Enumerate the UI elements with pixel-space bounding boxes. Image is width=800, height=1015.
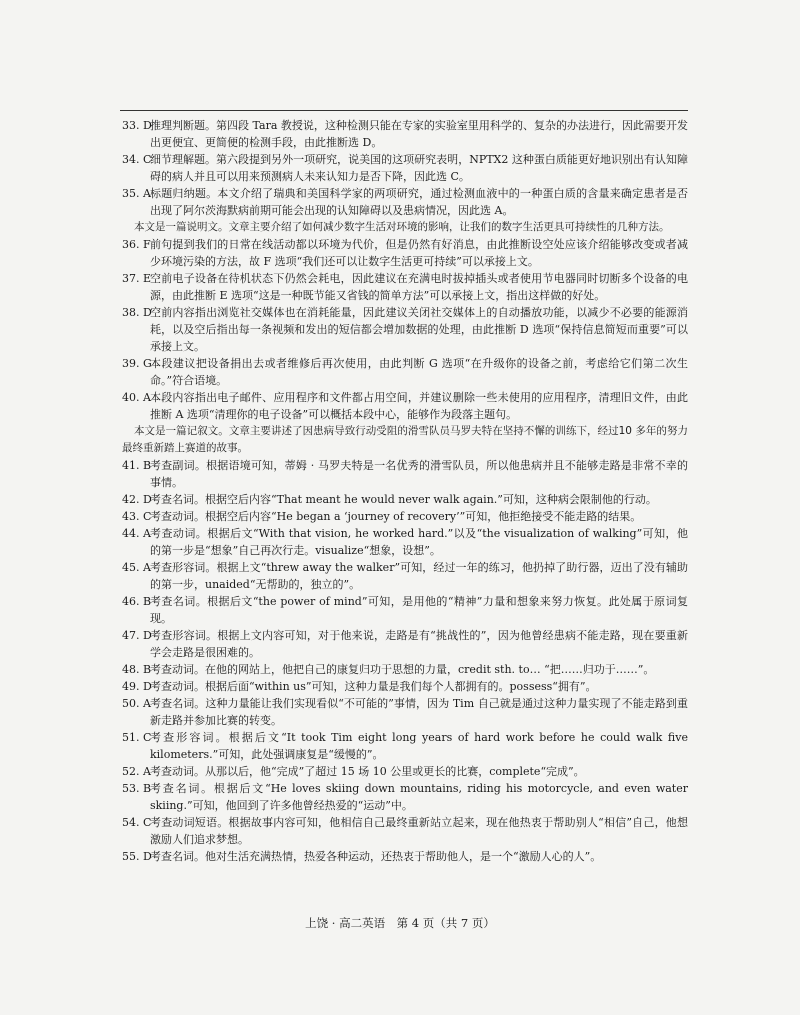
answer-explanation: 考查动词。根据空后内容“He began a ‘journey of recovery’”可知，他拒绝接受不能走路的结果。 <box>150 510 642 523</box>
answer-item <box>122 508 688 525</box>
answer-item <box>122 593 688 627</box>
answer-explanation: 考查名词。根据后文“He loves skiing down mountains, riding his motorcycle, and even water skiing.”可知，他回到了许多他曾经热爱的“运动”中。 <box>150 782 688 812</box>
answer-explanation: 空前内容指出浏览社交媒体也在消耗能量，因此建议关闭社交媒体上的自动播放功能，以减少不必要的能源消耗，以及空后指出每一条视频和发出的短信都会增加数据的处理，由此推断 D 选项“保持信息简短而重要”可以承接上文。 <box>150 306 688 353</box>
answer-item <box>122 151 688 185</box>
answer-number: 38. D <box>122 306 152 319</box>
answer-number: 35. A <box>122 187 151 200</box>
answer-number: 52. A <box>122 765 151 778</box>
cloze-answers <box>122 457 688 865</box>
answer-item <box>122 627 688 661</box>
answer-number: 47. D <box>122 629 152 642</box>
answer-explanation: 考查动词。在他的网站上，他把自己的康复归功于思想的力量，credit sth. to… “把……归功于……”。 <box>150 663 655 676</box>
answer-explanation: 考查形容词。根据上文内容可知，对于他来说，走路是有“挑战性的”，因为他曾经患病不能走路，现在要重新学会走路是很困难的。 <box>150 629 688 659</box>
answer-item <box>122 389 688 423</box>
answer-item <box>122 695 688 729</box>
answer-explanation: 考查形容词。根据上文“threw away the walker”可知，经过一年的练习，他扔掉了助行器，迈出了没有辅助的第一步，unaided“无帮助的，独立的”。 <box>150 561 688 591</box>
answer-number: 46. B <box>122 595 152 608</box>
answer-explanation: 推理判断题。第四段 Tara 教授说，这种检测只能在专家的实验室里用科学的、复杂的办法进行，因此需要开发出更便宜、更简便的检测手段，由此推断选 D。 <box>150 119 688 149</box>
answer-number: 45. A <box>122 561 151 574</box>
answer-number: 36. F <box>122 238 151 251</box>
answer-number: 54. C <box>122 816 152 829</box>
answer-item <box>122 457 688 491</box>
header-rule <box>120 110 688 111</box>
answer-explanation: 考查形容词。根据后文“It took Tim eight long years of hard work before he could walk five kilometers.”可知，此处强调康复是“缓慢的”。 <box>150 731 688 761</box>
answer-explanation: 本段内容指出电子邮件、应用程序和文件都占用空间，并建议删除一些未使用的应用程序，清理旧文件，由此推断 A 选项“清理你的电子设备”可以概括本段中心，能够作为段落主题句。 <box>150 391 688 421</box>
answer-number: 41. B <box>122 459 152 472</box>
answer-number: 33. D <box>122 119 152 132</box>
answer-item <box>122 848 688 865</box>
answer-item <box>122 236 688 270</box>
answer-explanation: 前句提到我们的日常在线活动都以环境为代价，但是仍然有好消息，由此推断设空处应该介绍能够改变或者减少环境污染的方法，故 F 选项“我们还可以让数字生活更可持续”可以承接上文。 <box>150 238 688 268</box>
answer-content <box>122 117 688 865</box>
answer-explanation: 考查名词。这种力量能让我们实现看似“不可能的”事情，因为 Tim 自己就是通过这种力量实现了不能走路到重新走路并参加比赛的转变。 <box>150 697 688 727</box>
passage-intro-1: 本文是一篇说明文。文章主要介绍了如何减少数字生活对环境的影响，让我们的数字生活更具可持续性的几种方法。 <box>134 221 670 233</box>
answer-explanation: 考查名词。根据空后内容“That meant he would never walk again.”可知，这种病会限制他的行动。 <box>150 493 657 506</box>
answer-explanation: 考查名词。根据后文“the power of mind”可知，是用他的“精神”力量和想象来努力恢复。此处属于原词复现。 <box>150 595 688 625</box>
reading-answers <box>122 117 688 219</box>
seven-choice-answers <box>122 236 688 423</box>
answer-number: 37. E <box>122 272 152 285</box>
answer-number: 51. C <box>122 731 152 744</box>
answer-item <box>122 185 688 219</box>
passage-intro-2: 本文是一篇记叙文。文章主要讲述了因患病导致行动受阻的滑雪队员马罗夫特在坚持不懈的训练下，经过10 多年的努力最终重新踏上赛道的故事。 <box>122 425 688 454</box>
answer-item <box>122 661 688 678</box>
answer-explanation: 考查动词。从那以后，他“完成”了超过 15 场 10 公里或更长的比赛，complete“完成”。 <box>150 765 585 778</box>
answer-number: 34. C <box>122 153 152 166</box>
answer-explanation: 考查副词。根据语境可知，蒂姆 · 马罗夫特是一名优秀的滑雪队员，所以他患病并且不能够走路是非常不幸的事情。 <box>150 459 688 489</box>
answer-item <box>122 117 688 151</box>
answer-number: 43. C <box>122 510 152 523</box>
answer-item <box>122 678 688 695</box>
answer-item <box>122 270 688 304</box>
answer-item <box>122 304 688 355</box>
answer-explanation: 空前电子设备在待机状态下仍然会耗电，因此建议在充满电时拔掉插头或者使用节电器同时切断多个设备的电源，由此推断 E 选项“这是一种既节能又省钱的简单方法”可以承接上文，指出这样做的好处。 <box>150 272 688 302</box>
answer-explanation: 细节理解题。第六段提到另外一项研究，说美国的这项研究表明，NPTX2 这种蛋白质能更好地识别出有认知障碍的病人并且可以用来预测病人未来认知力是否下降，因此选 C。 <box>150 153 688 183</box>
answer-explanation: 考查动词。根据后文“With that vision, he worked hard.”以及“the visualization of walking”可知，他的第一步是“想象”自己再次行走。visualize“想象，设想”。 <box>150 527 688 557</box>
answer-number: 55. D <box>122 850 152 863</box>
answer-number: 53. B <box>122 782 152 795</box>
answer-item <box>122 763 688 780</box>
page-footer: 上饶 · 高二英语 第 4 页（共 7 页） <box>305 916 495 930</box>
answer-item <box>122 491 688 508</box>
answer-number: 49. D <box>122 680 152 693</box>
answer-explanation: 本段建议把设备捐出去或者维修后再次使用，由此判断 G 选项“在升级你的设备之前，考虑给它们第二次生命。”符合语境。 <box>150 357 688 387</box>
answer-number: 48. B <box>122 663 152 676</box>
answer-explanation: 考查动词。根据后面“within us”可知，这种力量是我们每个人都拥有的。possess“拥有”。 <box>150 680 597 693</box>
answer-number: 50. A <box>122 697 151 710</box>
answer-item <box>122 355 688 389</box>
answer-item <box>122 814 688 848</box>
answer-number: 42. D <box>122 493 152 506</box>
answer-number: 39. G <box>122 357 152 370</box>
answer-explanation: 考查动词短语。根据故事内容可知，他相信自己最终重新站立起来，现在他热衷于帮助别人“相信”自己，他想激励人们追求梦想。 <box>150 816 688 846</box>
answer-item <box>122 525 688 559</box>
answer-item <box>122 780 688 814</box>
answer-explanation: 标题归纳题。本文介绍了瑞典和美国科学家的两项研究，通过检测血液中的一种蛋白质的含量来确定患者是否出现了阿尔茨海默病前期可能会出现的认知障碍以及患病情况，因此选 A。 <box>150 187 688 217</box>
answer-number: 40. A <box>122 391 151 404</box>
answer-item <box>122 559 688 593</box>
answer-explanation: 考查名词。他对生活充满热情，热爱各种运动，还热衷于帮助他人，是一个“激励人心的人”。 <box>150 850 602 863</box>
answer-item <box>122 729 688 763</box>
answer-number: 44. A <box>122 527 151 540</box>
